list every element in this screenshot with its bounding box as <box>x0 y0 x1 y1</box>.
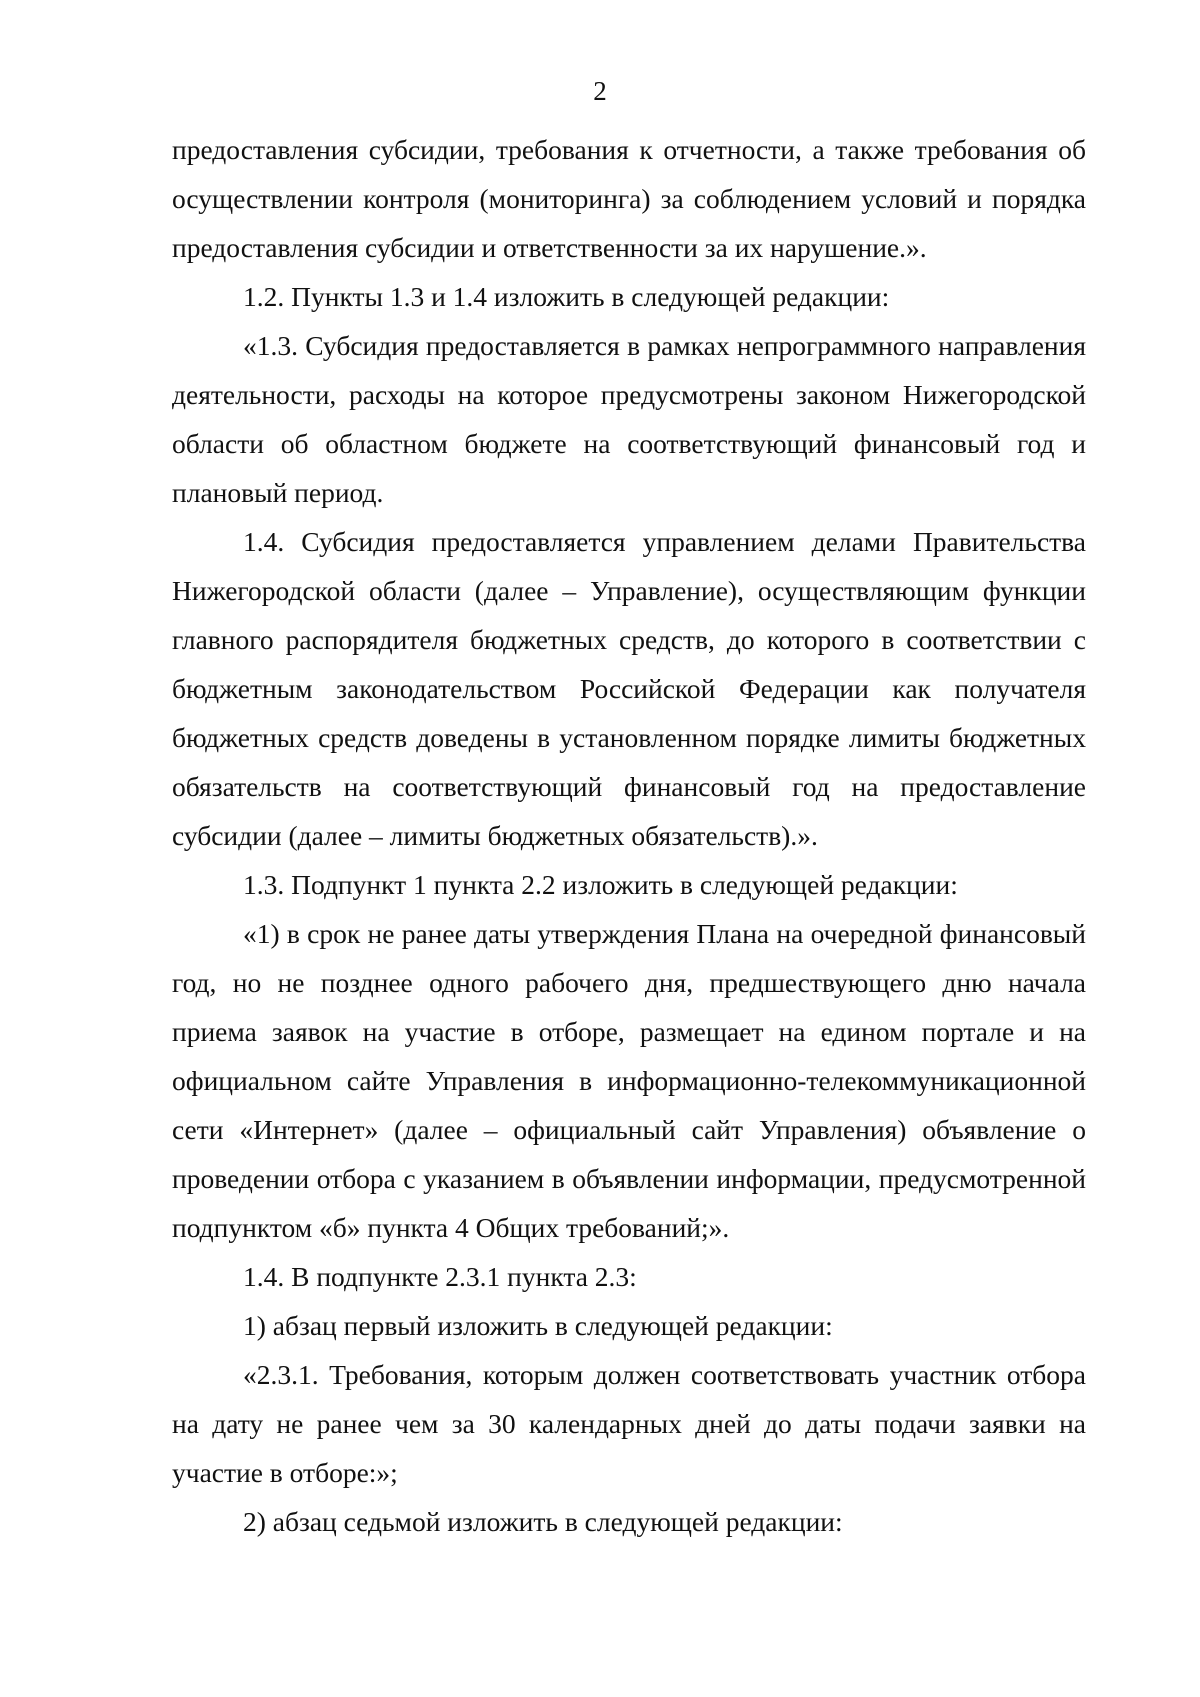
paragraph-first-abzac-heading: 1) абзац первый изложить в следующей редакции: <box>243 1310 833 1341</box>
paragraph-continuation: предоставления субсидии, требования к отчетности, а также требования об осуществлении контроля (мониторинга) за соблюдением условий и порядка предоставления субсидии и ответственности за их нарушение.». <box>172 134 1086 263</box>
paragraph-1-4-text: 1.4. Субсидия предоставляется управлением делами Правительства Нижегородской области (далее – Управление), осуществляющим функции главного распорядителя бюджетных средств, до которого в соответствии с бюджетным законодательством Российской Федерации как получателя бюджетных средств доведены в установленном порядке лимиты бюджетных обязательств на соответствующий финансовый год на предоставление субсидии (далее – лимиты бюджетных обязательств).». <box>172 526 1086 851</box>
paragraph-1-3-heading: 1.3. Подпункт 1 пункта 2.2 изложить в следующей редакции: <box>243 869 958 900</box>
document-body <box>172 125 1086 1546</box>
paragraph-seventh-abzac-heading: 2) абзац седьмой изложить в следующей редакции: <box>243 1506 843 1537</box>
paragraph-1-2-heading: 1.2. Пункты 1.3 и 1.4 изложить в следующей редакции: <box>243 281 890 312</box>
paragraph-2-3-1-text: «2.3.1. Требования, которым должен соответствовать участник отбора на дату не ранее чем за 30 календарных дней до даты подачи заявки на участие в отборе:»; <box>172 1359 1086 1488</box>
page-number: 2 <box>593 76 607 106</box>
paragraph-1-3-text: «1.3. Субсидия предоставляется в рамках непрограммного направления деятельности, расходы на которое предусмотрены законом Нижегородской области об областном бюджете на соответствующий финансовый год и плановый период. <box>172 330 1086 508</box>
paragraph-1-4-heading: 1.4. В подпункте 2.3.1 пункта 2.3: <box>243 1261 637 1292</box>
paragraph-subitem-1-text: «1) в срок не ранее даты утверждения Плана на очередной финансовый год, но не позднее одного рабочего дня, предшествующего дню начала приема заявок на участие в отборе, размещает на едином портале и на официальном сайте Управления в информационно-телекоммуникационной сети «Интернет» (далее – официальный сайт Управления) объявление о проведении отбора с указанием в объявлении информации, предусмотренной подпунктом «б» пункта 4 Общих требований;». <box>172 918 1086 1243</box>
